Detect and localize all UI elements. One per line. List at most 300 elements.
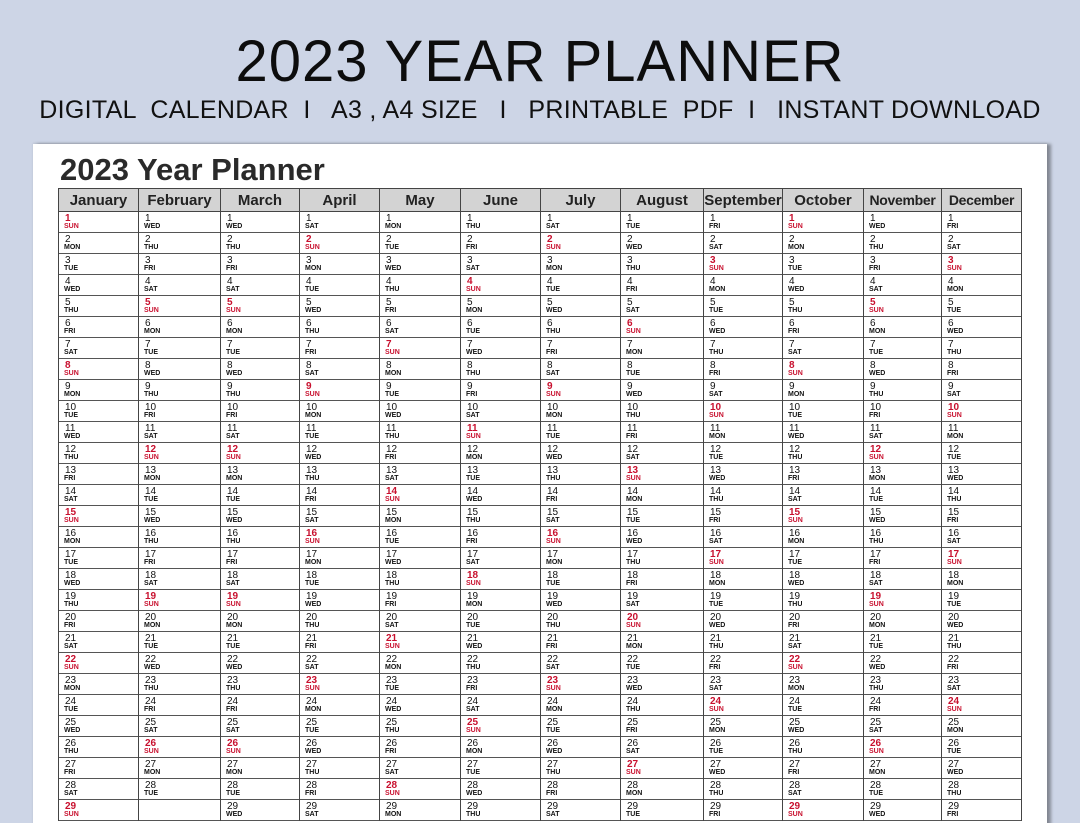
day-cell [621,674,703,695]
day-number: 22 [227,654,239,665]
day-cell [541,338,620,359]
day-cell [300,800,379,821]
day-cell [59,359,138,380]
day-cell [380,653,460,674]
weekday-label: SAT [226,433,240,440]
day-number: 16 [710,528,722,539]
day-number: 23 [870,675,882,686]
day-cell [300,674,379,695]
weekday-label: SUN [788,370,803,377]
day-cell [704,569,782,590]
weekday-label: WED [869,517,886,524]
day-number: 25 [145,717,157,728]
day-number: 11 [627,423,638,434]
day-cell [783,590,863,611]
day-number: 15 [627,507,639,518]
day-number: 11 [65,423,76,434]
weekday-label: TUE [64,706,78,713]
weekday-label: FRI [546,643,558,650]
day-cell [704,212,782,233]
day-cell [541,254,620,275]
weekday-label: MON [546,559,563,566]
day-cell [704,317,782,338]
weekday-label: MON [709,433,726,440]
day-number: 20 [227,612,239,623]
weekday-label: SAT [226,727,240,734]
day-cell [380,296,460,317]
day-cell [541,380,620,401]
weekday-label: SUN [947,559,962,566]
weekday-label: SUN [385,643,400,650]
day-cell [139,548,220,569]
day-number: 10 [547,402,559,413]
day-number: 22 [627,654,639,665]
day-cell [59,716,138,737]
day-number: 25 [467,717,479,728]
day-number: 26 [145,738,157,749]
weekday-label: SUN [869,748,884,755]
weekday-label: THU [709,349,724,356]
day-cell [221,548,299,569]
day-number: 25 [870,717,882,728]
day-number: 16 [65,528,77,539]
weekday-label: WED [546,748,563,755]
day-cell [139,758,220,779]
day-cell [621,716,703,737]
day-cell [704,800,782,821]
day-cell [300,590,379,611]
day-cell [541,779,620,800]
day-number: 27 [789,759,801,770]
weekday-label: FRI [385,601,397,608]
calendar-grid [58,188,1022,821]
day-cell [221,695,299,716]
weekday-label: MON [546,265,563,272]
day-cell [461,590,540,611]
day-number: 26 [547,738,559,749]
day-number: 5 [948,297,954,308]
day-cell [864,317,941,338]
day-number: 28 [547,780,559,791]
day-cell [783,338,863,359]
weekday-label: FRI [788,622,800,629]
day-number: 10 [627,402,639,413]
day-cell [139,296,220,317]
day-cell [461,506,540,527]
day-number: 14 [467,486,479,497]
day-cell [300,548,379,569]
day-number: 9 [227,381,233,392]
weekday-label: FRI [466,391,478,398]
day-cell [864,422,941,443]
weekday-label: WED [385,559,402,566]
weekday-label: MON [788,685,805,692]
day-cell [59,800,138,821]
day-number: 2 [145,234,151,245]
day-number: 6 [306,318,312,329]
day-cell [942,317,1021,338]
day-cell [461,674,540,695]
day-cell [541,548,620,569]
day-number: 19 [65,591,77,602]
day-number: 16 [467,528,479,539]
day-cell [139,233,220,254]
weekday-label: MON [226,769,243,776]
day-cell [300,485,379,506]
day-number: 13 [227,465,239,476]
weekday-label: FRI [626,433,638,440]
weekday-label: TUE [947,748,961,755]
day-cell [621,590,703,611]
day-number: 27 [65,759,77,770]
day-number: 28 [306,780,318,791]
day-number: 14 [870,486,882,497]
day-cell [59,275,138,296]
day-number: 25 [306,717,318,728]
day-number: 17 [710,549,722,560]
day-number: 4 [65,276,71,287]
weekday-label: SAT [947,391,961,398]
day-number: 19 [948,591,960,602]
day-number: 18 [547,570,559,581]
empty-cell [139,800,220,821]
weekday-label: TUE [64,559,78,566]
day-number: 19 [627,591,639,602]
day-number: 6 [145,318,151,329]
day-cell [541,317,620,338]
month-column-may [380,188,461,821]
day-cell [59,338,138,359]
month-column-march [221,188,300,821]
day-cell [139,401,220,422]
day-cell [59,464,138,485]
day-cell [783,317,863,338]
day-number: 2 [65,234,71,245]
day-cell [300,695,379,716]
month-column-february [139,188,221,821]
day-cell [380,548,460,569]
weekday-label: SUN [709,265,724,272]
day-cell [139,422,220,443]
day-number: 23 [627,675,639,686]
day-number: 15 [386,507,398,518]
weekday-label: TUE [64,265,78,272]
day-number: 6 [627,318,633,329]
weekday-label: SUN [305,244,320,251]
day-cell [864,632,941,653]
weekday-label: MON [709,727,726,734]
weekday-label: MON [466,454,483,461]
weekday-label: MON [947,286,964,293]
weekday-label: SUN [626,769,641,776]
day-number: 9 [789,381,795,392]
weekday-label: TUE [226,790,240,797]
day-cell [942,800,1021,821]
day-number: 3 [710,255,716,266]
weekday-label: TUE [226,496,240,503]
weekday-label: MON [869,475,886,482]
day-cell [139,527,220,548]
day-number: 14 [948,486,960,497]
weekday-label: SUN [64,517,79,524]
weekday-label: WED [305,748,322,755]
weekday-label: SUN [626,328,641,335]
day-number: 1 [467,213,473,224]
day-number: 14 [65,486,77,497]
day-cell [221,632,299,653]
day-number: 8 [227,360,233,371]
weekday-label: SAT [947,685,961,692]
day-cell [380,695,460,716]
weekday-label: FRI [64,622,76,629]
weekday-label: SUN [226,601,241,608]
weekday-label: MON [546,706,563,713]
day-number: 10 [789,402,801,413]
month-header: October [783,188,863,212]
weekday-label: FRI [869,265,881,272]
day-number: 27 [547,759,559,770]
day-cell [704,548,782,569]
day-cell [704,422,782,443]
day-number: 9 [710,381,716,392]
weekday-label: SUN [466,286,481,293]
day-cell [942,737,1021,758]
day-cell [221,674,299,695]
day-cell [783,737,863,758]
day-number: 16 [227,528,239,539]
day-cell [59,422,138,443]
day-number: 17 [789,549,801,560]
day-number: 22 [145,654,157,665]
day-number: 5 [789,297,795,308]
day-number: 19 [870,591,882,602]
weekday-label: MON [869,622,886,629]
day-number: 12 [386,444,398,455]
weekday-label: THU [709,496,724,503]
day-number: 15 [789,507,801,518]
day-cell [864,485,941,506]
day-cell [380,359,460,380]
weekday-label: WED [466,496,483,503]
day-number: 20 [870,612,882,623]
weekday-label: FRI [144,706,156,713]
weekday-label: FRI [144,412,156,419]
weekday-label: FRI [788,328,800,335]
day-number: 4 [789,276,795,287]
day-cell [380,422,460,443]
day-number: 22 [870,654,882,665]
weekday-label: THU [869,685,884,692]
month-header: December [942,188,1021,212]
day-number: 24 [948,696,960,707]
day-cell [461,443,540,464]
weekday-label: TUE [626,664,640,671]
weekday-label: THU [466,370,481,377]
day-cell [221,506,299,527]
day-number: 1 [65,213,71,224]
weekday-label: SUN [709,412,724,419]
day-number: 27 [870,759,882,770]
day-cell [864,737,941,758]
day-cell [300,401,379,422]
day-number: 1 [627,213,633,224]
day-number: 14 [710,486,722,497]
day-cell [59,443,138,464]
weekday-label: TUE [305,580,319,587]
day-number: 5 [547,297,553,308]
weekday-label: SAT [546,517,560,524]
weekday-label: TUE [385,685,399,692]
weekday-label: FRI [788,769,800,776]
day-cell [541,464,620,485]
day-number: 15 [467,507,479,518]
weekday-label: SAT [64,643,78,650]
day-number: 25 [65,717,77,728]
weekday-label: SUN [788,517,803,524]
day-number: 26 [65,738,77,749]
weekday-label: TUE [144,349,158,356]
day-cell [380,590,460,611]
day-number: 21 [870,633,882,644]
weekday-label: FRI [226,265,238,272]
day-cell [139,275,220,296]
weekday-label: MON [64,538,81,545]
weekday-label: TUE [385,538,399,545]
day-cell [221,338,299,359]
day-cell [621,548,703,569]
day-number: 4 [227,276,233,287]
day-number: 10 [145,402,157,413]
day-cell [221,275,299,296]
day-cell [621,233,703,254]
day-number: 10 [467,402,479,413]
day-cell [621,254,703,275]
day-number: 10 [948,402,960,413]
day-number: 29 [65,801,77,812]
weekday-label: TUE [466,622,480,629]
day-cell [942,611,1021,632]
weekday-label: SAT [788,790,802,797]
day-cell [621,380,703,401]
day-number: 4 [710,276,716,287]
weekday-label: TUE [947,454,961,461]
day-cell [942,695,1021,716]
day-number: 7 [467,339,473,350]
day-cell [380,338,460,359]
weekday-label: WED [466,349,483,356]
weekday-label: MON [305,559,322,566]
day-cell [59,737,138,758]
day-number: 27 [386,759,398,770]
weekday-label: MON [947,727,964,734]
day-cell [461,485,540,506]
weekday-label: THU [788,601,803,608]
day-cell [783,779,863,800]
day-number: 26 [306,738,318,749]
day-cell [942,779,1021,800]
day-cell [621,359,703,380]
weekday-label: FRI [546,496,558,503]
day-number: 9 [145,381,151,392]
weekday-label: TUE [869,496,883,503]
weekday-label: THU [546,769,561,776]
day-number: 25 [386,717,398,728]
day-number: 26 [227,738,239,749]
day-number: 26 [948,738,960,749]
day-number: 15 [948,507,960,518]
weekday-label: WED [869,223,886,230]
day-number: 22 [547,654,559,665]
day-number: 20 [467,612,479,623]
day-number: 29 [627,801,639,812]
day-cell [300,443,379,464]
day-number: 18 [306,570,318,581]
day-number: 15 [710,507,722,518]
day-cell [139,653,220,674]
day-cell [621,758,703,779]
day-cell [59,758,138,779]
weekday-label: SAT [144,286,158,293]
day-cell [704,443,782,464]
weekday-label: SUN [626,475,641,482]
weekday-label: WED [226,517,243,524]
weekday-label: THU [305,475,320,482]
day-cell [541,569,620,590]
day-number: 17 [547,549,559,560]
day-cell [864,590,941,611]
weekday-label: FRI [546,790,558,797]
weekday-label: WED [947,622,964,629]
day-cell [380,527,460,548]
day-cell [704,380,782,401]
weekday-label: FRI [709,517,721,524]
day-number: 27 [227,759,239,770]
weekday-label: FRI [869,559,881,566]
weekday-label: THU [466,223,481,230]
weekday-label: THU [626,412,641,419]
day-number: 19 [547,591,559,602]
day-cell [541,674,620,695]
day-number: 16 [145,528,157,539]
day-cell [461,317,540,338]
day-cell [221,758,299,779]
day-number: 13 [145,465,157,476]
day-cell [300,737,379,758]
weekday-label: MON [709,580,726,587]
day-number: 12 [789,444,801,455]
weekday-label: FRI [947,223,959,230]
weekday-label: SAT [385,622,399,629]
weekday-label: FRI [626,286,638,293]
day-number: 16 [870,528,882,539]
day-number: 2 [227,234,233,245]
day-number: 26 [386,738,398,749]
weekday-label: THU [947,349,962,356]
day-number: 12 [145,444,157,455]
day-number: 2 [386,234,392,245]
weekday-label: TUE [626,370,640,377]
weekday-label: SAT [788,349,802,356]
weekday-label: TUE [788,265,802,272]
day-number: 28 [948,780,960,791]
day-cell [621,212,703,233]
day-cell [461,212,540,233]
day-number: 9 [627,381,633,392]
day-number: 3 [948,255,954,266]
day-number: 3 [145,255,151,266]
weekday-label: SAT [546,664,560,671]
day-cell [864,611,941,632]
